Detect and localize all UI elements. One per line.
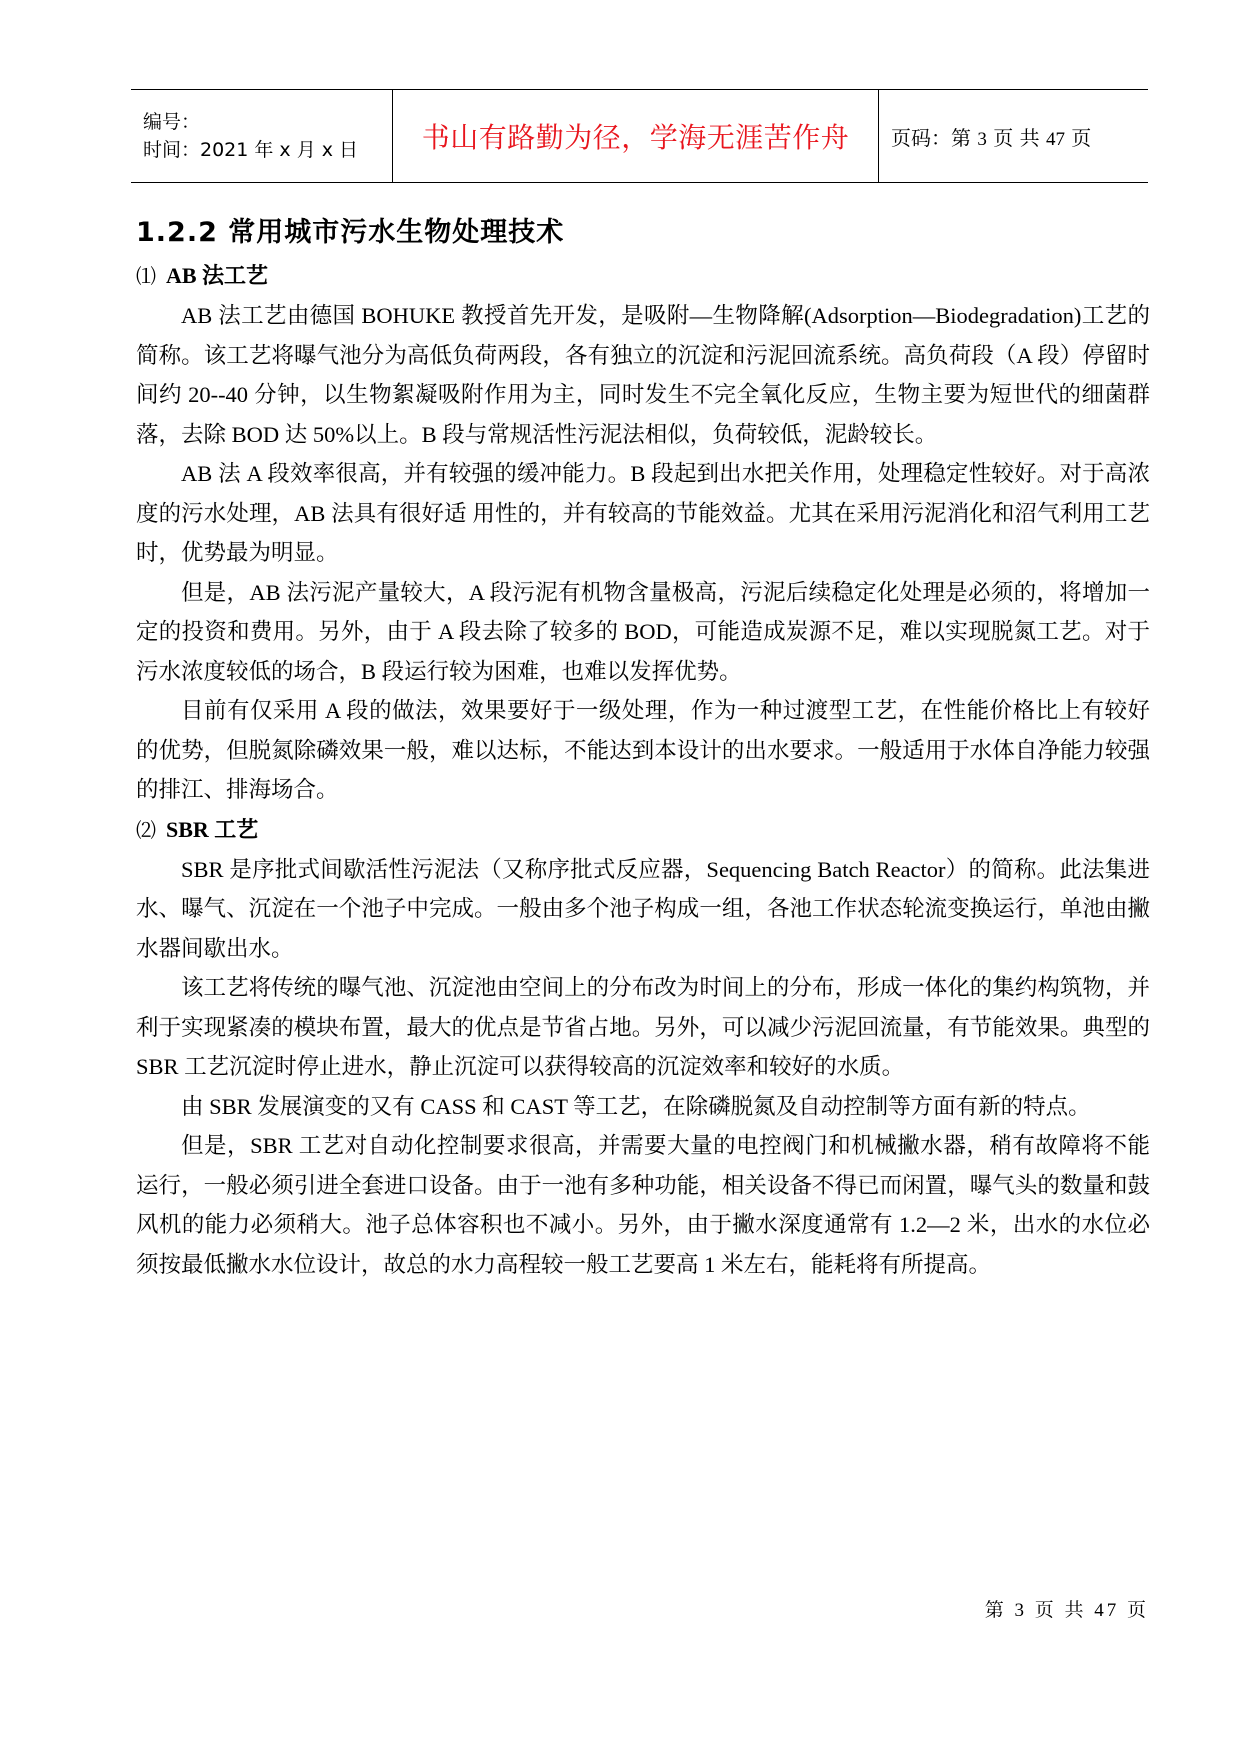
subsection-ab-label: AB 法工艺 [166,263,269,288]
paragraph: 但是，SBR 工艺对自动化控制要求很高，并需要大量的电控阀门和机械撇水器，稍有故障将不能运行，一般必须引进全套进口设备。由于一池有多种功能，相关设备不得已而闲置，曝气头的数量和鼓风机的能力必须稍大。池子总体容积也不减小。另外，由于撇水深度通常有 1.2—2 米，出水的水位必须按最低撇水水位设计，故总的水力高程较一般工艺要高 1 米左右，能耗将有所提高。 [136,1133,1150,1277]
subsection-sbr-title [136,810,1150,850]
paragraph: AB 法工艺由德国 BOHUKE 教授首先开发，是吸附—生物降解(Adsorption—Biodegradation)工艺的简称。该工艺将曝气池分为高低负荷两段，各有独立的沉淀和污泥回流系统。高负荷段（A 段）停留时间约 20--40 分钟，以生物絮凝吸附作用为主，同时发生不完全氧化反应，生物主要为短世代的细菌群落，去除 BOD 达 50%以上。B 段与常规活性污泥法相似，负荷较低，泥龄较长。 [136,303,1150,447]
header-page-info [879,90,1148,182]
page-footer: 第 3 页 共 47 页 [984,1600,1149,1621]
page-prefix: 页码：第 [891,125,971,150]
subsection-sbr-label: SBR 工艺 [166,816,259,842]
paragraph: 但是，AB 法污泥产量较大，A 段污泥有机物含量极高，污泥后续稳定化处理是必须的，将增加一定的投资和费用。另外，由于 A 段去除了较多的 BOD，可能造成炭源不足，难以实现脱氮工艺。对于污水浓度较低的场合，B 段运行较为困难，也难以发挥优势。 [136,579,1150,684]
page-total: 47 [1045,128,1065,150]
page-current: 3 [977,128,987,150]
header-meta [131,90,393,182]
paragraph: 该工艺将传统的曝气池、沉淀池由空间上的分布改为时间上的分布，形成一体化的集约构筑物，并利于实现紧凑的模块布置，最大的优点是节省占地。另外，可以减少污泥回流量，有节能效果。典型的 SBR 工艺沉淀时停止进水，静止沉淀可以获得较高的沉淀效率和较好的水质。 [136,975,1150,1079]
subsection-sbr-number: ⑵ [136,819,156,842]
motto-text: 书山有路勤为径，学海无涯苦作舟 [421,121,850,154]
document-number-label: 编号： [143,111,201,133]
paragraph: 目前有仅采用 A 段的做法，效果要好于一级处理，作为一种过渡型工艺，在性能价格比上有较好的优势，但脱氮除磷效果一般，难以达标，不能达到本设计的出水要求。一般适用于水体自净能力较强的排江、排海场合。 [136,698,1150,802]
page-mid: 页 共 [993,125,1040,150]
document-body [136,210,1150,1284]
page-indicator [891,122,1148,151]
page-suffix: 页 [1071,125,1092,150]
subsection-ab-number: ⑴ [136,266,156,288]
subsection-ab-title [136,256,1150,296]
paragraph: 由 SBR 发展演变的又有 CASS 和 CAST 等工艺，在除磷脱氮及自动控制等方面有新的特点。 [181,1093,1091,1119]
header-motto [393,90,879,182]
document-time-label: 时间：2021 年 x 月 x 日 [143,139,359,161]
section-title: 1.2.2 常用城市污水生物处理技术 [136,217,565,248]
paragraph: AB 法 A 段效率很高，并有较强的缓冲能力。B 段起到出水把关作用，处理稳定性较好。对于高浓度的污水处理，AB 法具有很好适 用性的，并有较高的节能效益。尤其在采用污泥消化和沼气利用工艺时，优势最为明显。 [136,461,1150,565]
page-header [131,89,1148,183]
paragraph: SBR 是序批式间歇活性污泥法（又称序批式反应器，Sequencing Batch Reactor）的简称。此法集进水、曝气、沉淀在一个池子中完成。一般由多个池子构成一组，各池工作状态轮流变换运行，单池由撇水器间歇出水。 [136,856,1150,961]
